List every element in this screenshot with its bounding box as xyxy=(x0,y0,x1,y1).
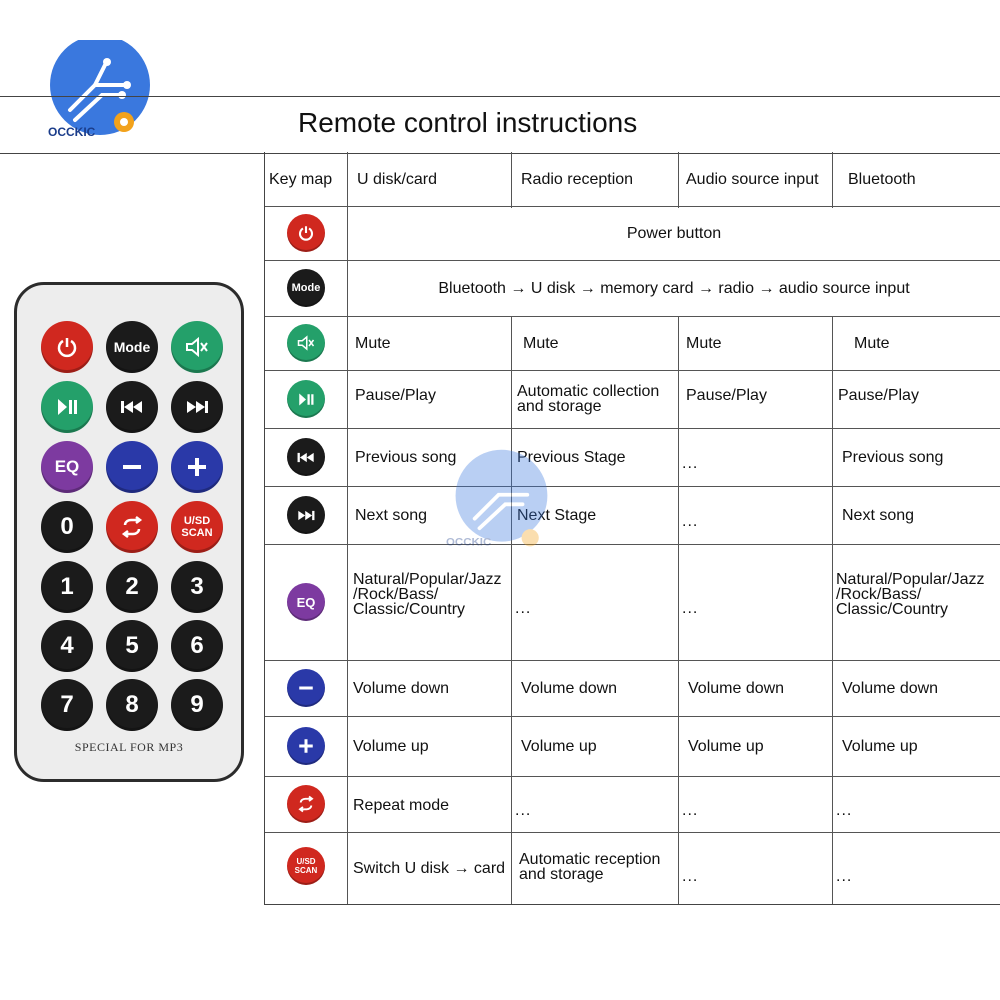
digit-9-button: 9 xyxy=(171,679,223,731)
watermark-text: OCCKIC xyxy=(446,536,492,549)
table-cell: Previous song xyxy=(355,448,457,466)
header-key-map: Key map xyxy=(269,170,333,188)
usd-scan-button-icon: U/SD SCAN xyxy=(171,501,223,553)
usd-scan-icon: U/SD SCAN xyxy=(287,847,325,885)
table-cell: Next song xyxy=(355,506,428,524)
power-button-icon xyxy=(41,321,93,373)
table-cell: Mute xyxy=(355,334,391,352)
pause-play-icon xyxy=(287,380,325,418)
table-cell: ... xyxy=(515,599,532,617)
mode-icon: Mode xyxy=(287,269,325,307)
power-icon xyxy=(287,214,325,252)
table-cell: Mute xyxy=(686,334,722,352)
key-map-table xyxy=(264,152,1000,905)
minus-icon xyxy=(287,669,325,707)
table-cell: ... xyxy=(682,801,699,819)
minus-button-icon xyxy=(106,441,158,493)
table-cell: ... xyxy=(836,867,853,885)
table-cell: ... xyxy=(836,801,853,819)
repeat-button-icon xyxy=(106,501,158,553)
plus-icon xyxy=(287,727,325,765)
next-icon xyxy=(287,496,325,534)
title-bar xyxy=(0,96,1000,154)
table-cell: ... xyxy=(682,512,699,530)
table-cell: Volume up xyxy=(353,737,429,755)
table-cell: Mute xyxy=(854,334,890,352)
table-cell: Pause/Play xyxy=(686,387,767,404)
table-cell: Next song xyxy=(842,506,915,524)
table-cell: Switch U disk → card xyxy=(353,859,506,877)
table-cell: ... xyxy=(515,801,532,819)
table-cell: Volume down xyxy=(688,679,785,697)
previous-button-icon xyxy=(106,381,158,433)
power-description: Power button xyxy=(626,224,722,242)
header-bluetooth: Bluetooth xyxy=(848,170,916,188)
logo-text: OCCKIC xyxy=(48,125,96,139)
table-cell: Automatic reception and storage xyxy=(519,851,661,883)
remote-caption: SPECIAL FOR MP3 xyxy=(74,740,184,754)
repeat-icon xyxy=(287,785,325,823)
table-cell: Volume up xyxy=(521,737,597,755)
table-cell: Volume down xyxy=(842,679,939,697)
table-cell: Automatic collection and storage xyxy=(517,383,660,415)
remote-control xyxy=(14,282,244,782)
table-cell: ... xyxy=(682,454,699,472)
digit-2-button: 2 xyxy=(106,561,158,613)
table-cell: Mute xyxy=(523,334,559,352)
table-cell: Volume up xyxy=(688,737,764,755)
header-u-disk-card: U disk/card xyxy=(357,170,438,188)
digit-7-button: 7 xyxy=(41,679,93,731)
digit-4-button: 4 xyxy=(41,620,93,672)
table-cell: Previous Stage xyxy=(517,448,626,466)
digit-3-button: 3 xyxy=(171,561,223,613)
table-cell: Volume down xyxy=(353,679,450,697)
header-audio-source-input: Audio source input xyxy=(686,170,819,188)
digit-8-button: 8 xyxy=(106,679,158,731)
next-button-icon xyxy=(171,381,223,433)
table-cell: Pause/Play xyxy=(355,387,436,404)
table-cell: Previous song xyxy=(842,448,944,466)
digit-6-button: 6 xyxy=(171,620,223,672)
page-title: Remote control instructions xyxy=(298,107,638,138)
digit-5-button: 5 xyxy=(106,620,158,672)
digit-1-button: 1 xyxy=(41,561,93,613)
digit-0-button: 0 xyxy=(41,501,93,553)
table-cell: Natural/Popular/Jazz /Rock/Bass/ Classic/Country xyxy=(353,571,502,618)
plus-button-icon xyxy=(171,441,223,493)
occkic-watermark xyxy=(446,445,556,555)
table-cell: Natural/Popular/Jazz /Rock/Bass/ Classic/Country xyxy=(836,571,985,618)
mute-button-icon xyxy=(171,321,223,373)
mode-description: Bluetooth → U disk → memory card → radio → audio source input xyxy=(438,279,910,297)
header-radio-reception: Radio reception xyxy=(521,170,634,188)
mute-icon xyxy=(287,324,325,362)
table-cell: Pause/Play xyxy=(838,387,919,404)
mode-button-icon: Mode xyxy=(106,321,158,373)
previous-icon xyxy=(287,438,325,476)
table-cell: Volume down xyxy=(521,679,618,697)
table-cell: ... xyxy=(682,867,699,885)
eq-button-icon: EQ xyxy=(41,441,93,493)
table-cell: Next Stage xyxy=(517,506,597,524)
eq-icon: EQ xyxy=(287,583,325,621)
table-cell: Repeat mode xyxy=(353,797,450,814)
table-cell: ... xyxy=(682,599,699,617)
play-pause-button-icon xyxy=(41,381,93,433)
table-cell: Volume up xyxy=(842,737,918,755)
